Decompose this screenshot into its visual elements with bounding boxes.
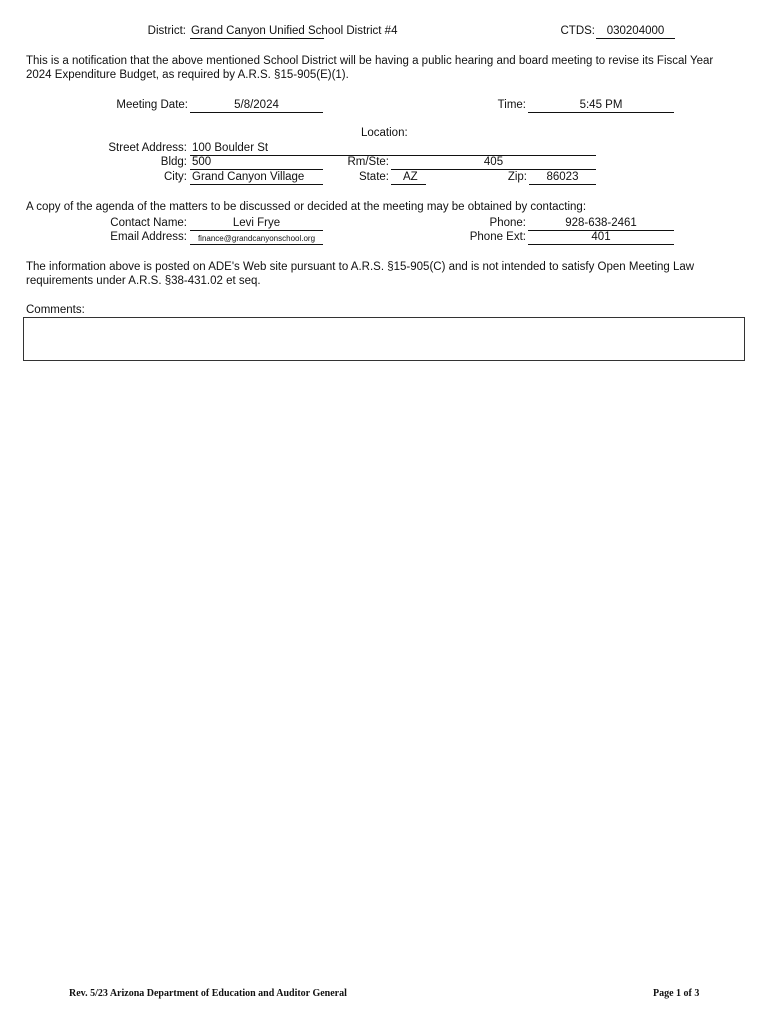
phone-ext-label: Phone Ext:: [469, 231, 526, 243]
footer-page-number: Page 1 of 3: [653, 988, 700, 999]
ctds-label: CTDS:: [560, 25, 595, 37]
district-label: District:: [147, 25, 186, 37]
email-label: Email Address:: [110, 231, 187, 243]
city-value: Grand Canyon Village: [192, 171, 305, 183]
zip-label: Zip:: [507, 171, 527, 183]
meeting-time-value: 5:45 PM: [579, 99, 623, 111]
ctds-value: 030204000: [606, 25, 665, 37]
email-value: finance@grandcanyonschool.org: [197, 234, 316, 243]
contact-name-label: Contact Name:: [110, 217, 187, 229]
rmste-value: 405: [483, 156, 504, 168]
posting-paragraph: The information above is posted on ADE's Web site pursuant to A.R.S. §15-905(C) and is not intended to satisfy Open Meeting Law requirements under A.R.S. §38-431.02 et seq.: [26, 261, 695, 287]
bldg-value: 500: [192, 156, 212, 168]
district-value: Grand Canyon Unified School District #4: [191, 25, 398, 37]
rmste-label: Rm/Ste:: [347, 156, 389, 168]
phone-label: Phone:: [489, 217, 526, 229]
street-address-value: 100 Boulder St: [192, 142, 269, 154]
footer-revision: Rev. 5/23 Arizona Department of Education and Auditor General: [69, 988, 347, 999]
comments-label: Comments:: [26, 304, 85, 316]
state-label: State:: [358, 171, 389, 183]
state-value: AZ: [403, 171, 418, 183]
meeting-time-label: Time:: [497, 99, 526, 111]
intro-paragraph: This is a notification that the above mentioned School District will be having a public hearing and board meeting to revise its Fiscal Year 2024 Expenditure Budget, as required by A.R.S. §15-905(E)(1).: [26, 55, 714, 81]
meeting-date-value: 5/8/2024: [234, 99, 279, 111]
zip-value: 86023: [546, 171, 579, 183]
comments-box[interactable]: [23, 317, 745, 361]
phone-value: 928-638-2461: [565, 217, 637, 229]
location-heading: Location:: [361, 127, 408, 139]
street-address-label: Street Address:: [108, 142, 187, 154]
phone-ext-value: 401: [591, 231, 611, 243]
contact-name-value: Levi Frye: [232, 217, 281, 229]
bldg-label: Bldg:: [160, 156, 187, 168]
agenda-paragraph: A copy of the agenda of the matters to be discussed or decided at the meeting may be obtained by contacting:: [26, 201, 587, 213]
meeting-date-label: Meeting Date:: [116, 99, 188, 111]
comments-value: [24, 318, 744, 324]
city-label: City:: [164, 171, 187, 183]
